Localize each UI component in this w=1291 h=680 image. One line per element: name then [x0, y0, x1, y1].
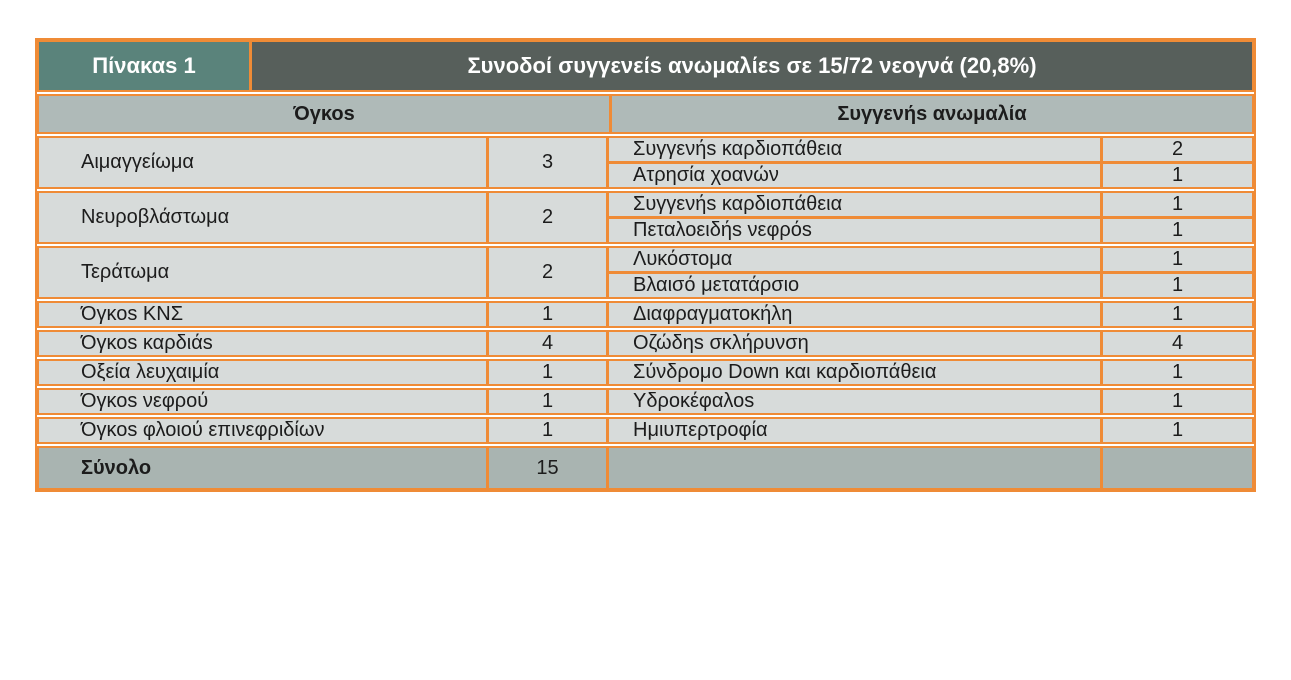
- table-row: [37, 359, 1254, 386]
- tumor-name: Όγκοs καρδιάs: [39, 332, 489, 355]
- anomaly-row: [609, 303, 1252, 326]
- anomaly-subrows: [609, 248, 1252, 297]
- anomaly-name: Συγγενήs καρδιοπάθεια: [609, 138, 1103, 161]
- anomaly-count: 1: [1171, 248, 1184, 270]
- anomaly-count: 1: [1171, 361, 1184, 383]
- tumor-name: Τεράτωμα: [39, 248, 489, 297]
- total-empty-area: [609, 448, 1252, 488]
- total-row: [37, 446, 1254, 490]
- tumor-name: Οξεία λευχαιμία: [39, 361, 489, 384]
- tumor-name: Νευροβλάστωμα: [39, 193, 489, 242]
- total-empty-count-cell: [1103, 448, 1252, 488]
- anomaly-count: 1: [1171, 390, 1184, 412]
- tumor-count: 3: [489, 138, 609, 187]
- table-row: [37, 388, 1254, 415]
- anomaly-row: [609, 193, 1252, 216]
- anomaly-count: 1: [1171, 193, 1184, 215]
- column-header-row: [37, 94, 1254, 134]
- anomaly-row: [609, 138, 1252, 161]
- anomaly-count: 1: [1171, 303, 1184, 325]
- anomaly-row: [609, 361, 1252, 384]
- table-title-band: [37, 40, 1254, 92]
- anomaly-name: Οζώδηs σκλήρυνση: [609, 332, 1103, 355]
- anomaly-count: 1: [1171, 274, 1184, 296]
- anomaly-row: [609, 332, 1252, 355]
- tumor-count: 2: [489, 248, 609, 297]
- tumor-name: Αιμαγγείωμα: [39, 138, 489, 187]
- tumor-count: 1: [489, 419, 609, 442]
- total-count: 15: [489, 448, 609, 488]
- tumor-count: 1: [489, 361, 609, 384]
- anomaly-row: [609, 271, 1252, 297]
- anomaly-subrows: [609, 419, 1252, 442]
- anomaly-name: Ημιυπερτροφία: [609, 419, 1103, 442]
- anomaly-name: Ατρησία χοανών: [609, 164, 1103, 187]
- table-row: [37, 301, 1254, 328]
- anomaly-count: 1: [1171, 164, 1184, 186]
- anomaly-row: [609, 161, 1252, 187]
- anomaly-count: 2: [1171, 138, 1184, 160]
- total-empty-row: [609, 448, 1252, 488]
- table-row: [37, 417, 1254, 444]
- table-title: Συνοδοί συγγενείs ανωμαλίεs σε 15/72 νεογνά (20,8%): [467, 53, 1037, 78]
- anomaly-subrows: [609, 361, 1252, 384]
- column-header-tumor: Όγκοs: [39, 96, 612, 132]
- anomaly-count: 1: [1171, 419, 1184, 441]
- table-figure: [35, 38, 1256, 492]
- table-row: [37, 136, 1254, 189]
- anomaly-name: Βλαισό μετατάρσιο: [609, 274, 1103, 297]
- anomaly-name: Πεταλοειδήs νεφρόs: [609, 219, 1103, 242]
- anomaly-row: [609, 216, 1252, 242]
- column-header-anomaly: Συγγενήs ανωμαλία: [837, 102, 1027, 125]
- anomaly-subrows: [609, 390, 1252, 413]
- anomaly-name: Διαφραγματοκήλη: [609, 303, 1103, 326]
- tumor-count: 4: [489, 332, 609, 355]
- anomaly-row: [609, 390, 1252, 413]
- anomaly-count: 4: [1171, 332, 1184, 354]
- anomaly-name: Σύνδρομο Down και καρδιοπάθεια: [609, 361, 1103, 384]
- table-row: [37, 330, 1254, 357]
- tumor-name: Όγκοs ΚΝΣ: [39, 303, 489, 326]
- anomaly-row: [609, 248, 1252, 271]
- tumor-count: 2: [489, 193, 609, 242]
- table-label: Πίνακαs 1: [39, 42, 252, 90]
- total-label: Σύνολο: [39, 448, 489, 488]
- anomaly-count: 1: [1171, 219, 1184, 241]
- anomaly-name: Υδροκέφαλοs: [609, 390, 1103, 413]
- anomaly-subrows: [609, 303, 1252, 326]
- total-empty-name-cell: [609, 448, 1103, 488]
- tumor-name: Όγκοs φλοιού επινεφριδίων: [39, 419, 489, 442]
- tumor-count: 1: [489, 303, 609, 326]
- tumor-count: 1: [489, 390, 609, 413]
- table-1: [35, 38, 1256, 492]
- table-row: [37, 191, 1254, 244]
- anomaly-subrows: [609, 332, 1252, 355]
- table-row: [37, 246, 1254, 299]
- anomaly-name: Συγγενήs καρδιοπάθεια: [609, 193, 1103, 216]
- anomaly-subrows: [609, 138, 1252, 187]
- anomaly-row: [609, 419, 1252, 442]
- anomaly-subrows: [609, 193, 1252, 242]
- anomaly-name: Λυκόστομα: [609, 248, 1103, 271]
- tumor-name: Όγκοs νεφρού: [39, 390, 489, 413]
